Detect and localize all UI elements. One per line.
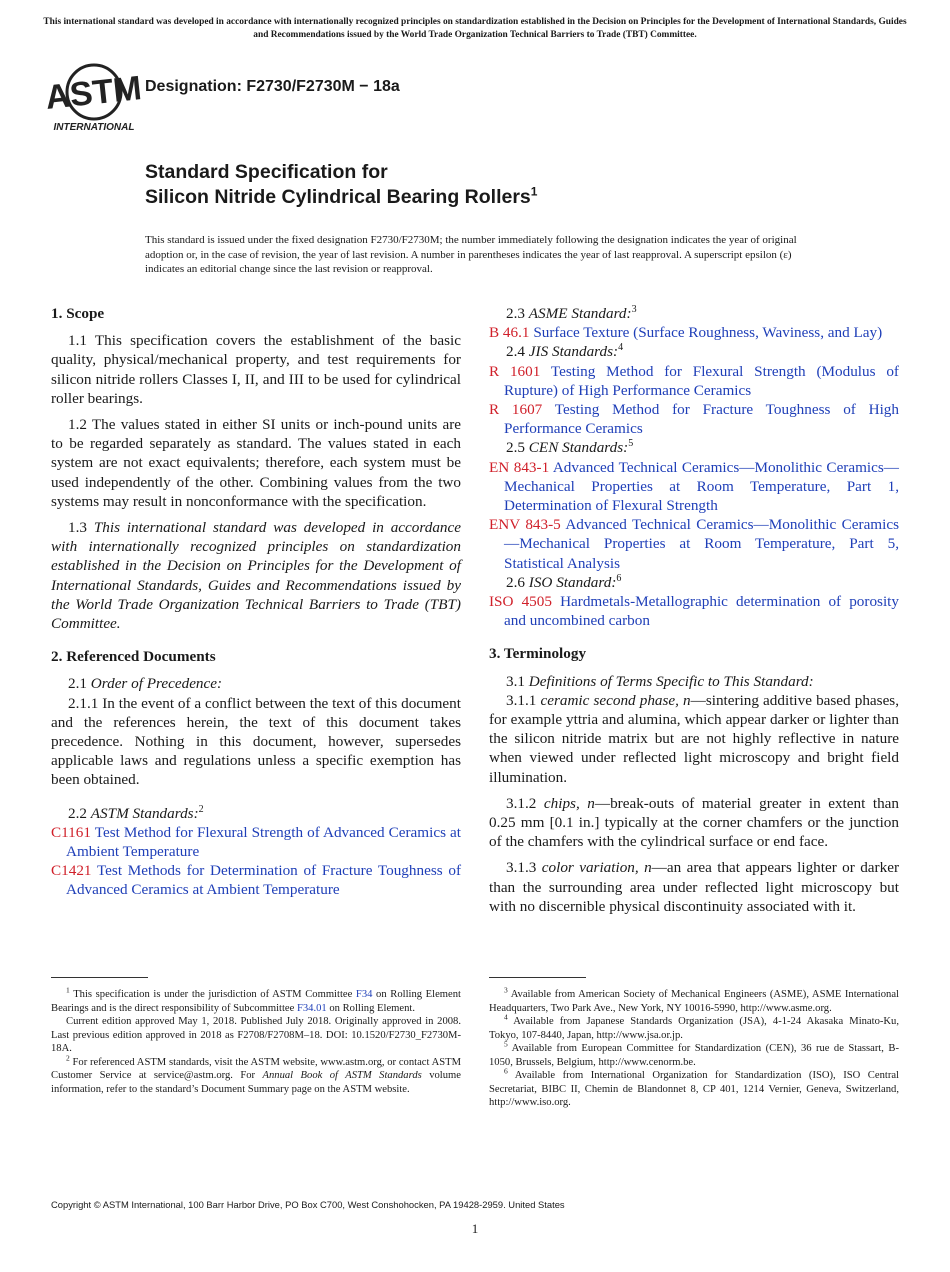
- subcommittee-f34-01-link[interactable]: F34.01: [296, 1002, 327, 1014]
- reference-title[interactable]: Test Methods for Determination of Fracture Toughness of Advanced Ceramics at Ambient Temperature: [66, 862, 462, 899]
- para-2-6-footnote-ref[interactable]: 6: [616, 572, 622, 584]
- section-referenced-docs-heading: 2. Referenced Documents: [51, 648, 216, 666]
- para-3-1-text: Definitions of Terms Specific to This Standard:: [528, 672, 814, 690]
- astm-logo-text: INTERNATIONAL: [53, 122, 135, 133]
- footnotes-right: [489, 985, 899, 1110]
- footnote-5-text: Available from European Committee for Standardization (CEN), 36 rue de Stassart, B-1050, Brussels, Belgium, http://www.cenorm.be.: [489, 1043, 899, 1068]
- para-3-1-1-number: 3.1.1: [506, 691, 541, 709]
- footnote-2-text-b: volume information, refer to the standard’s Document Summary page on the ASTM website.: [51, 1070, 461, 1095]
- para-1-3: [51, 518, 461, 633]
- footnote-3: [489, 985, 899, 1015]
- committee-f34-link[interactable]: F34: [355, 989, 373, 1000]
- reference-c1161[interactable]: [51, 823, 461, 861]
- para-2-3-text: ASME Standard:: [528, 305, 632, 322]
- footnote-6-number: 6: [504, 1066, 508, 1076]
- para-2-1-text: Order of Precedence:: [90, 675, 223, 693]
- page-title: [145, 160, 537, 210]
- para-3-1-2: [489, 794, 899, 852]
- title-footnote-ref[interactable]: 1: [530, 184, 538, 199]
- para-3-1-3-number: 3.1.3: [506, 859, 542, 877]
- para-2-3-number: 2.3: [506, 305, 529, 322]
- para-1-1: 1.1 This specification covers the establishment of the basic quality, physical/mechanical property, and test requirements for silicon nitride rollers Classes I, II, and III to be used for cylindrical roller bearings.: [51, 332, 461, 407]
- para-2-3-footnote-ref[interactable]: 3: [631, 303, 637, 315]
- para-2-2-number: 2.2: [68, 804, 91, 822]
- para-2-5-footnote-ref[interactable]: 5: [628, 438, 634, 450]
- para-2-4: [489, 342, 899, 361]
- para-2-1-number: 2.1: [68, 675, 91, 693]
- footnote-3-number: 3: [504, 985, 508, 995]
- para-2-2: [51, 804, 461, 823]
- para-2-6-text: ISO Standard:: [528, 573, 617, 591]
- footnote-divider-left: [51, 977, 148, 978]
- reference-r1607[interactable]: [489, 400, 899, 438]
- footnote-1: [51, 985, 461, 1015]
- reference-en843-1[interactable]: [489, 458, 899, 516]
- footnote-1-edition: Current edition approved May 1, 2018. Published July 2018. Originally approved in 2008. Last previous edition approved in 2018 as F2708/F2708M–18. DOI: 10.1520/F2730_F2730M-18A.: [51, 1016, 461, 1054]
- para-2-5: [489, 438, 899, 457]
- reference-code[interactable]: B 46.1: [489, 324, 530, 342]
- reference-b46-1[interactable]: [489, 323, 899, 342]
- para-1-2: 1.2 The values stated in either SI units or inch-pound units are to be regarded separately as standard. The values stated in each system are not exact equivalents; therefore, each system must be used independently of the other. Combining values from the two systems may result in nonconformance with the specification.: [51, 416, 461, 510]
- para-3-1-2-number: 3.1.2: [506, 794, 544, 812]
- para-2-4-footnote-ref[interactable]: 4: [618, 342, 624, 354]
- para-3-1-number: 3.1: [506, 672, 529, 690]
- para-3-1-2-text: —break-outs of material greater in extent than 0.25 mm [0.1 in.] typically at the corner chamfers or the junction of the chamfers with the cylindrical surface or end face.: [489, 794, 899, 851]
- reference-title[interactable]: Testing Method for Flexural Strength (Modulus of Rupture) of High Performance Ceramics: [504, 362, 899, 399]
- footnote-2-text-a: For referenced ASTM standards, visit the ASTM website, www.astm.org, or contact ASTM Customer Service at service@astm.org. For: [51, 1056, 462, 1081]
- footnote-4: [489, 1012, 899, 1042]
- section-scope-heading: 1. Scope: [51, 305, 105, 322]
- para-3-1-1-term: ceramic second phase, n: [540, 691, 691, 709]
- footnote-6-text: Available from International Organization for Standardization (ISO), ISO Central Secretariat, BIBC II, Chemin de Blandonnet 8, CP 401, 1214 Vernier, Geneva, Switzerland, http://www.iso.org.: [489, 1070, 899, 1108]
- para-1-3-text: This international standard was developed in accordance with internationally recognized principles on standardization established in the Decision on Principles for the Development of International Standards, Guides and Recommendations issued by the World Trade Organization Technical Barriers to Trade (TBT) Committee.: [51, 519, 461, 633]
- reference-title[interactable]: Advanced Technical Ceramics—Monolithic Ceramics—Mechanical Properties at Room Temperature, Part 5, Statistical Analysis: [504, 516, 899, 572]
- para-2-2-footnote-ref[interactable]: 2: [198, 803, 204, 815]
- para-2-6-number: 2.6: [506, 573, 529, 591]
- footnote-4-number: 4: [504, 1012, 508, 1022]
- reference-c1421[interactable]: [51, 861, 461, 899]
- footnote-5: [489, 1039, 899, 1069]
- para-3-1-1-text: —sintering additive based phases, for example yttria and alumina, which appear darker or lighter than the silicon nitride matrix but are not highly reflective in nature when viewed under reflected light microscopy and bright field illumination.: [489, 691, 900, 786]
- footnote-4-text: Available from Japanese Standards Organization (JSA), 4-1-24 Akasaka Minato-Ku, Tokyo, 107-8440, Japan, http://www.jsa.or.jp.: [489, 1016, 899, 1041]
- title-line-2: Silicon Nitride Cylindrical Bearing Rollers: [145, 186, 531, 208]
- para-3-1-3: [489, 858, 899, 916]
- astm-logo: [43, 58, 144, 133]
- copyright-notice: Copyright © ASTM International, 100 Barr Harbor Drive, PO Box C700, West Conshohocken, PA 19428-2959. United States: [51, 1199, 565, 1210]
- reference-title[interactable]: Advanced Technical Ceramics—Monolithic Ceramics—Mechanical Properties at Room Temperature, Part 1, Determination of Flexural Strength: [504, 458, 899, 515]
- para-1-3-number: 1.3: [68, 519, 94, 537]
- para-2-1: [51, 674, 461, 693]
- footnote-2-italic: Annual Book of ASTM Standards: [262, 1070, 422, 1081]
- reference-code[interactable]: C1421: [51, 862, 92, 880]
- reference-title[interactable]: Hardmetals-Metallographic determination of porosity and uncombined carbon: [504, 593, 899, 630]
- left-column: [51, 304, 461, 900]
- footnotes-left: [51, 985, 462, 1096]
- footnote-1-text-a: This specification is under the jurisdiction of ASTM Committee: [73, 989, 356, 1000]
- reference-title[interactable]: Testing Method for Fracture Toughness of High Performance Ceramics: [504, 401, 899, 438]
- issuance-note: This standard is issued under the fixed designation F2730/F2730M; the number immediately following the designation indicates the year of original adoption or, in the case of revision, the year of last revision. A number in parentheses indicates the year of last reapproval. A superscript epsilon (ε) indicates an editorial change since the last revision or reapproval.: [145, 234, 797, 275]
- footnote-5-number: 5: [504, 1039, 508, 1049]
- para-3-1-2-term: chips, n: [543, 794, 595, 812]
- para-3-1-3-text: —an area that appears lighter or darker than the surrounding area under reflected light microscopy but with no discernible physical discontinuity associated with it.: [489, 859, 899, 915]
- development-notice: This international standard was developed in accordance with internationally recognized principles on standardization established in the Decision on Principles for the Development of International Standards, Guides and Recommendations issued by the World Trade Organization Technical Barriers to Trade (TBT) Committee.: [43, 17, 907, 40]
- reference-title[interactable]: Surface Texture (Surface Roughness, Waviness, and Lay): [533, 324, 883, 342]
- right-column: [489, 304, 899, 923]
- reference-code[interactable]: R 1601: [489, 362, 541, 380]
- para-3-1-1: [489, 691, 899, 787]
- para-3-1-3-term: color variation, n: [541, 859, 652, 877]
- designation: Designation: F2730/F2730M − 18a: [145, 78, 400, 95]
- para-2-4-number: 2.4: [506, 343, 529, 361]
- astm-logo-mark: ASTM: [43, 69, 144, 117]
- footnote-6: [489, 1066, 899, 1110]
- footnote-2: [51, 1052, 462, 1097]
- reference-code[interactable]: ENV 843-5: [489, 516, 561, 534]
- reference-code[interactable]: EN 843-1: [489, 458, 550, 476]
- para-2-5-text: CEN Standards:: [528, 439, 629, 457]
- footnote-3-text: Available from American Society of Mechanical Engineers (ASME), ASME International Headquarters, Two Park Ave., New York, NY 10016-5990, http://www.asme.org.: [489, 989, 899, 1014]
- footnote-1-text-b: on Rolling Element Bearings and is the direct responsibility of Subcommittee: [51, 989, 461, 1014]
- reference-code[interactable]: C1161: [51, 823, 91, 841]
- footnote-2-number: 2: [66, 1052, 70, 1062]
- section-terminology-heading: 3. Terminology: [489, 645, 587, 663]
- para-3-1: [489, 672, 899, 691]
- reference-title[interactable]: Test Method for Flexural Strength of Advanced Ceramics at Ambient Temperature: [66, 823, 461, 861]
- para-2-6: [489, 573, 899, 592]
- para-2-5-number: 2.5: [506, 439, 529, 457]
- footnote-1-text-c: on Rolling Element.: [326, 1002, 415, 1014]
- reference-r1601[interactable]: [489, 362, 899, 400]
- title-line-1: Standard Specification for: [145, 161, 388, 183]
- para-2-4-text: JIS Standards:: [528, 343, 619, 361]
- footnote-divider-right: [489, 977, 586, 978]
- para-2-3: [489, 304, 899, 323]
- reference-iso4505[interactable]: [489, 592, 899, 630]
- para-2-2-text: ASTM Standards:: [90, 804, 199, 822]
- page-number: 1: [471, 1221, 479, 1236]
- para-2-1-1: 2.1.1 In the event of a conflict between the text of this document and the references herein, the text of this document takes precedence. Nothing in this document, however, supersedes applicable laws and regulations unless a specific exemption has been obtained.: [51, 694, 461, 789]
- reference-code[interactable]: R 1607: [489, 401, 543, 419]
- reference-env843-5[interactable]: [489, 515, 899, 573]
- footnote-1-number: 1: [66, 985, 70, 995]
- reference-code[interactable]: ISO 4505: [489, 593, 552, 611]
